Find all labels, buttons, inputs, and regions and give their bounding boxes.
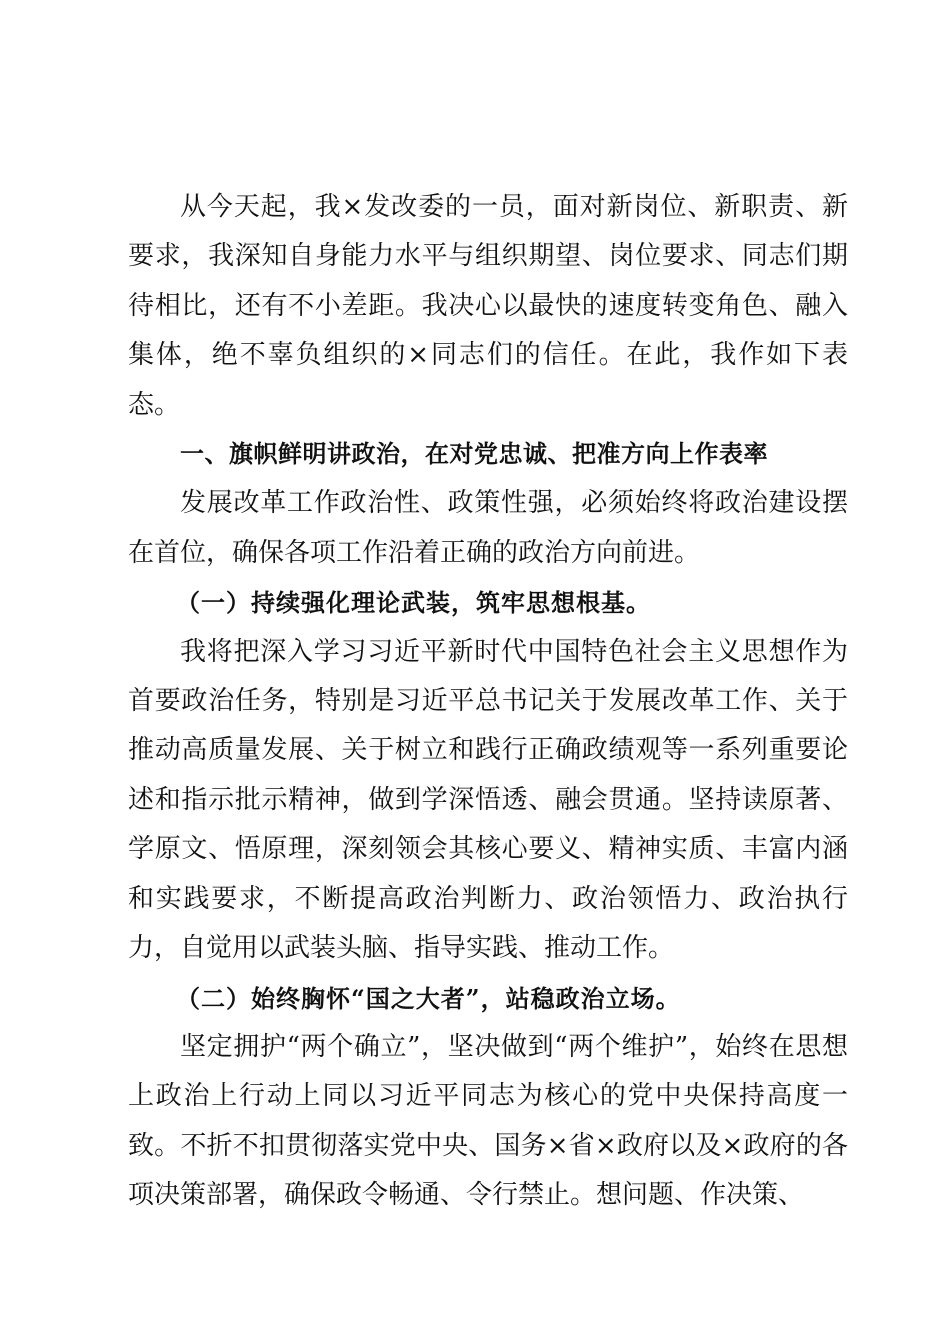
subsection-2-paragraph: 坚定拥护“两个确立”，坚决做到“两个维护”，始终在思想上政治上行动上同以习近平同志为核心的党中央保持高度一致。不折不扣贯彻落实党中央、国务×省×政府以及×政府的各项决策部署，确保政令畅通、令行禁止。想问题、作决策、 [128, 1031, 848, 1211]
subsection-heading-2: （二）始终胸怀“国之大者”，站稳政治立场。 [176, 983, 681, 1013]
subsection-1-paragraph: 我将把深入学习习近平新时代中国特色社会主义思想作为首要政治任务，特别是习近平总书记关于发展改革工作、关于推动高质量发展、关于树立和践行正确政绩观等一系列重要论述和指示批示精神，做到学深悟透、融会贯通。坚持读原著、学原文、悟原理，深刻领会其核心要义、精神实质、丰富内涵和实践要求，不断提高政治判断力、政治领悟力、政治执行力，自觉用以武装头脑、指导实践、推动工作。 [128, 636, 848, 964]
section-1-paragraph: 发展改革工作政治性、政策性强，必须始终将政治建设摆在首位，确保各项工作沿着正确的政治方向前进。 [128, 488, 848, 568]
document-body [128, 183, 848, 1221]
subsection-heading-1: （一）持续强化理论武装，筑牢思想根基。 [176, 588, 651, 618]
section-heading-1: 一、旗帜鲜明讲政治，在对党忠诚、把准方向上作表率 [180, 440, 768, 469]
intro-paragraph: 从今天起，我×发改委的一员，面对新岗位、新职责、新要求，我深知自身能力水平与组织期望、岗位要求、同志们期待相比，还有不小差距。我决心以最快的速度转变角色、融入集体，绝不辜负组织的×同志们的信任。在此，我作如下表态。 [128, 192, 848, 420]
